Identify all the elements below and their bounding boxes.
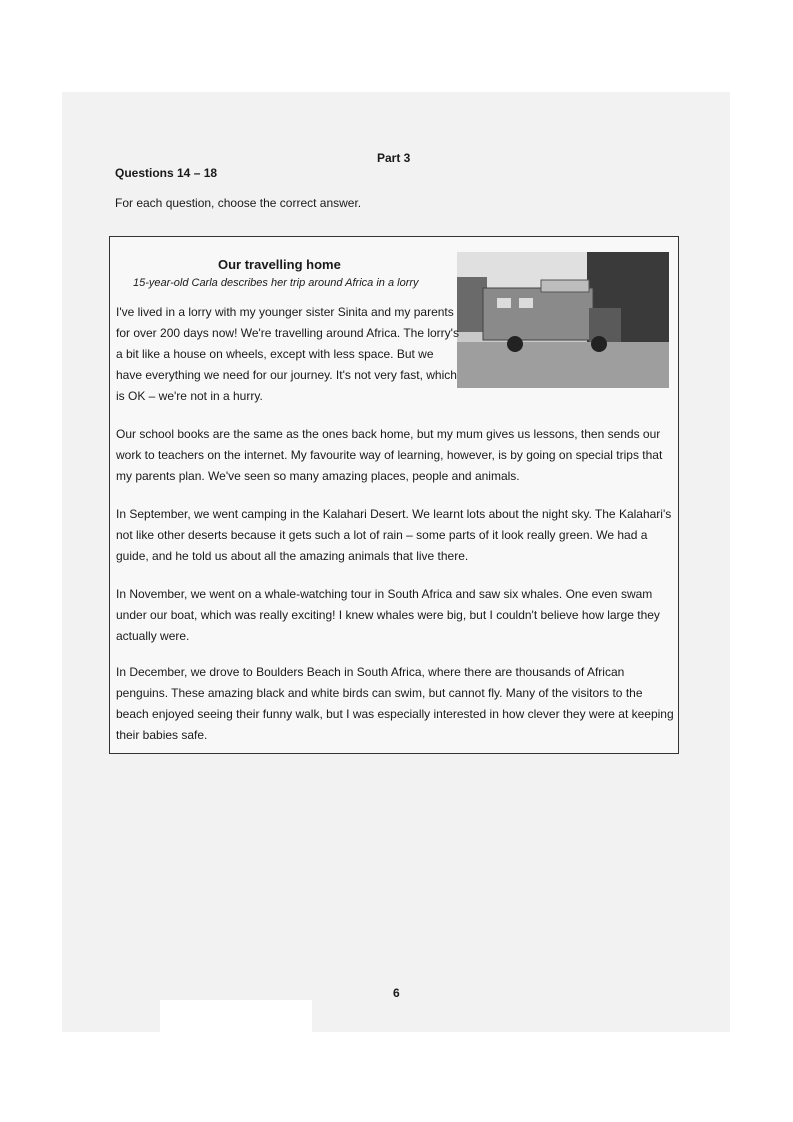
part-title: Part 3: [377, 151, 411, 165]
article-paragraph: Our school books are the same as the ones back home, but my mum gives us lessons, then sends our work to teachers on the internet. My favourite way of learning, however, is by going on special trips that my parents plan. We've seen so many amazing places, people and animals.: [116, 427, 663, 483]
article-paragraph: In December, we drove to Boulders Beach in South Africa, where there are thousands of African penguins. These amazing black and white birds can swim, but cannot fly. Many of the visitors to the beach enjoyed seeing their funny walk, but I was especially interested in how clever they were at keeping their babies safe.: [116, 665, 674, 742]
article-paragraph: In September, we went camping in the Kalahari Desert. We learnt lots about the night sky. The Kalahari's not like other deserts because it gets such a lot of rain – some parts of it look really green. We had a guide, and he told us about all the amazing animals that live there.: [116, 507, 672, 563]
article-title: Our travelling home: [218, 257, 341, 272]
article-subtitle: 15-year-old Carla describes her trip around Africa in a lorry: [133, 277, 419, 289]
article-paragraph: In November, we went on a whale-watching tour in South Africa and saw six whales. One even swam under our boat, which was really exciting! I knew whales were big, but I couldn't believe how large they actually were.: [116, 587, 660, 643]
page-number: 6: [393, 986, 400, 1000]
instruction-text: For each question, choose the correct answer.: [115, 196, 362, 210]
questions-heading: Questions 14 – 18: [115, 166, 218, 180]
article-paragraph: I've lived in a lorry with my younger sister Sinita and my parents for over 200 days now! We're travelling around Africa. The lorry's a bit like a house on wheels, except with less space. But we have everything we need for our journey. It's not very fast, which is OK – we're not in a hurry.: [116, 305, 459, 403]
lorry-photo: [457, 252, 669, 388]
blank-strip: [160, 1000, 312, 1032]
